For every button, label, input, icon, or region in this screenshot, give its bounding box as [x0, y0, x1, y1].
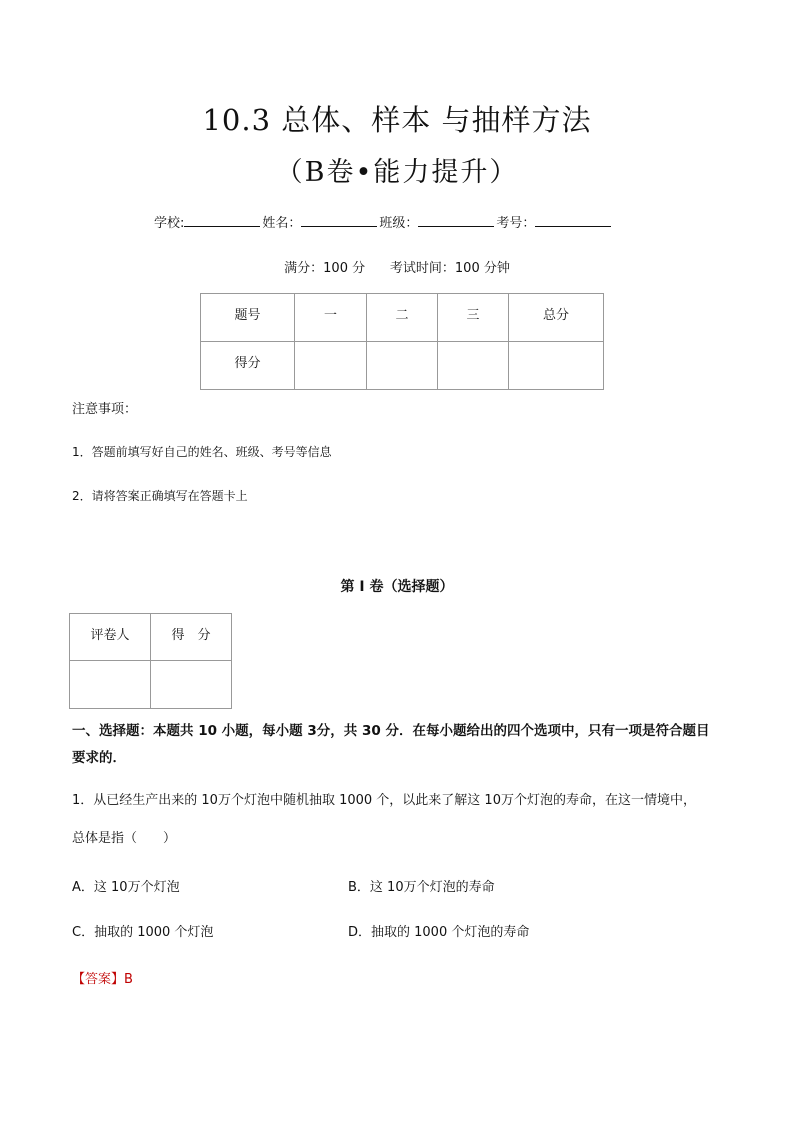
score-cell[interactable] [438, 342, 509, 390]
question-1-stem-line2: 总体是指（ ） [72, 831, 177, 846]
note-item: 2．请将答案正确填写在答题卡上 [72, 489, 248, 503]
name-label: 姓名： [262, 216, 302, 231]
grader-cell[interactable] [70, 661, 151, 709]
note-item: 1．答题前填写好自己的姓名、班级、考号等信息 [72, 445, 332, 459]
number-blank[interactable] [535, 212, 611, 227]
school-blank[interactable] [184, 212, 260, 227]
notes-heading: 注意事项： [72, 402, 138, 417]
grader-cell[interactable] [151, 661, 232, 709]
answer-value: B [124, 972, 133, 987]
answer-line [72, 968, 133, 987]
exam-meta: 满分：100 分 考试时间：100 分钟 [284, 261, 510, 276]
score-header-cell: 三 [438, 294, 509, 342]
score-header-cell: 二 [367, 294, 438, 342]
answer-tag: 【答案】 [72, 972, 125, 987]
option-d[interactable]: D．抽取的 1000 个灯泡的寿命 [348, 925, 530, 940]
part-one-instructions-line2: 要求的． [72, 750, 126, 766]
number-label: 考号： [496, 216, 536, 231]
section-title: 第 I 卷（选择题） [340, 579, 454, 595]
score-table [200, 293, 604, 390]
score-header-cell: 一 [295, 294, 367, 342]
score-cell[interactable] [509, 342, 604, 390]
question-1-stem-line1: 1．从已经生产出来的 10万个灯泡中随机抽取 1000 个，以此来了解这 10万个灯泡的寿命，在这一情境中， [72, 793, 696, 808]
school-label: 学校: [154, 216, 185, 231]
option-b[interactable]: B．这 10万个灯泡的寿命 [348, 880, 495, 895]
student-info-line [154, 212, 613, 231]
page-subtitle: （B卷•能力提升） [275, 157, 519, 188]
grader-header: 评卷人 [70, 614, 151, 661]
class-blank[interactable] [418, 212, 494, 227]
score-header-cell: 总分 [509, 294, 604, 342]
score-cell[interactable] [367, 342, 438, 390]
class-label: 班级： [379, 216, 419, 231]
score-header-cell: 题号 [201, 294, 295, 342]
option-a[interactable]: A．这 10万个灯泡 [72, 880, 180, 895]
name-blank[interactable] [301, 212, 377, 227]
page-title: 10.3 总体、样本 与抽样方法 [202, 103, 592, 137]
option-c[interactable]: C．抽取的 1000 个灯泡 [72, 925, 214, 940]
part-one-instructions-line1: 一、选择题：本题共 10 小题，每小题 3分，共 30 分．在每小题给出的四个选项中，只有一项是符合题目 [72, 723, 710, 739]
score-cell[interactable] [295, 342, 367, 390]
grader-score-header: 得 分 [151, 614, 232, 661]
score-row-label: 得分 [201, 342, 295, 390]
grader-table [69, 613, 232, 709]
